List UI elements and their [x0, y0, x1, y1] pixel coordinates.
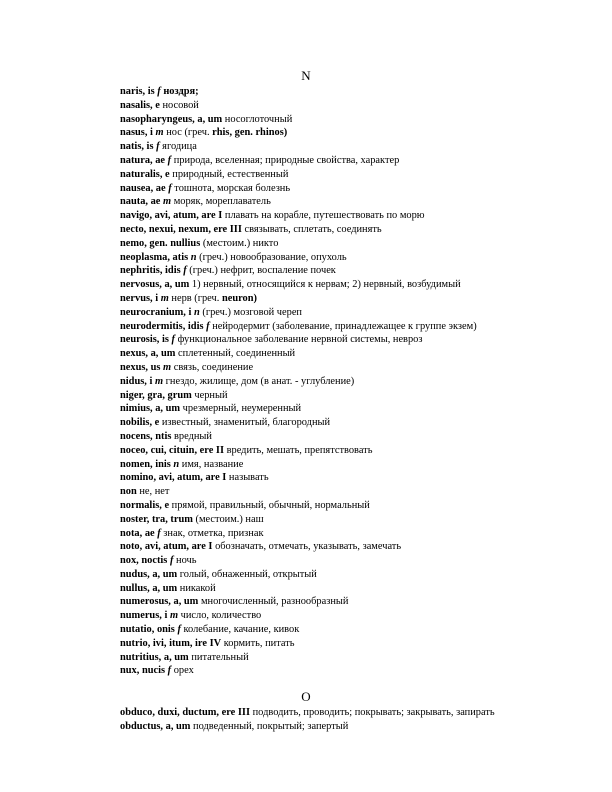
- dictionary-entry: [120, 251, 605, 265]
- entry-translation: голый, обнаженный, открытый: [177, 568, 317, 580]
- entry-headword: niger, gra, grum: [120, 389, 192, 401]
- entry-headword: neurocranium, i: [120, 306, 194, 318]
- entry-headword: naturalis, e: [120, 168, 170, 180]
- entry-translation: чрезмерный, неумеренный: [180, 403, 302, 415]
- entry-translation: сплетенный, соединенный: [175, 348, 296, 360]
- entry-headword: noceo, cui, cituin, ere II: [120, 444, 224, 456]
- entries-list-n: [120, 85, 605, 678]
- dictionary-entry: [120, 320, 605, 334]
- entry-translation: колебание, качание, кивок: [180, 624, 300, 636]
- entry-translation: ночь: [173, 555, 197, 567]
- dictionary-entry: [120, 126, 605, 140]
- entry-headword: natis, is: [120, 141, 157, 153]
- entry-headword: nasus, i: [120, 127, 156, 139]
- entry-translation: моряк, мореплаватель: [171, 196, 271, 208]
- entry-translation: тошнота, морская болезнь: [171, 182, 291, 194]
- entry-headword: nimius, a, um: [120, 403, 181, 415]
- dictionary-entry: [120, 113, 605, 127]
- entry-headword: nobilis, e: [120, 417, 160, 429]
- dictionary-entry: [120, 264, 605, 278]
- dictionary-entry: [120, 154, 605, 168]
- entry-translation: (местоим.) наш: [192, 513, 264, 525]
- entry-headword: naris, is: [120, 86, 158, 97]
- entry-headword: neurosis, is: [120, 334, 172, 346]
- entry-headword: nox, noctis: [120, 555, 170, 567]
- entry-headword: nidus, i: [120, 375, 155, 387]
- dictionary-entry: [120, 99, 605, 113]
- dictionary-entry: [120, 444, 605, 458]
- dictionary-entry: [120, 223, 605, 237]
- entry-translation: орех: [171, 665, 194, 677]
- dictionary-entry: [120, 402, 605, 416]
- entry-headword: nutritius, a, um: [120, 651, 189, 663]
- entry-gender: m: [163, 361, 172, 373]
- entry-translation: (греч.) нефрит, воспаление почек: [186, 265, 336, 277]
- dictionary-entry: [120, 375, 605, 389]
- entry-headword: nexus, a, um: [120, 348, 176, 360]
- entry-translation: подведенный, покрытый; запертый: [190, 720, 349, 732]
- entry-gender: f: [206, 320, 210, 332]
- dictionary-entry: [120, 527, 605, 541]
- dictionary-entry: [120, 140, 605, 154]
- entry-translation: никакой: [177, 582, 216, 594]
- entry-translation: нерв (греч.: [168, 292, 222, 304]
- entry-translation: 1) нервный, относящийся к нервам; 2) нервный, возбудимый: [189, 279, 461, 291]
- entry-gender: f: [167, 665, 172, 677]
- entry-headword: nemo, gen. nullius: [120, 237, 201, 249]
- entry-headword: nux, nucis: [120, 665, 168, 677]
- entry-headword: nullus, a, um: [120, 582, 178, 594]
- entry-headword: necto, nexui, nexum, ere III: [120, 223, 242, 235]
- entry-headword: non: [120, 486, 137, 498]
- entry-translation: плавать на корабле, путешествовать по морю: [222, 210, 425, 222]
- entry-headword: numerus, i: [120, 610, 170, 622]
- entry-translation: природа, вселенная; природные свойства, характер: [171, 154, 400, 166]
- dictionary-entry: [120, 347, 605, 361]
- entry-headword: nasalis, e: [120, 99, 160, 111]
- entry-gender: m: [160, 292, 169, 304]
- dictionary-entry: [120, 292, 605, 306]
- entry-gender: f: [169, 555, 174, 567]
- dictionary-entry: [120, 554, 605, 568]
- dictionary-entry: [120, 485, 605, 499]
- entry-gender: m: [154, 375, 164, 387]
- entry-headword: nomino, avi, atum, are I: [120, 472, 227, 484]
- entry-headword: numerosus, a, um: [120, 596, 199, 608]
- entry-translation: питательный: [188, 651, 249, 663]
- dictionary-entry: [120, 595, 605, 609]
- entry-translation: ягодица: [159, 141, 197, 153]
- entry-translation: (греч.) мозговой череп: [199, 306, 302, 318]
- entry-headword: navigo, avi, atum, are I: [120, 210, 223, 222]
- entry-translation: связывать, сплетать, соединять: [241, 223, 382, 235]
- entry-headword: normalis, e: [120, 499, 170, 511]
- dictionary-entry: [120, 182, 605, 196]
- entry-gender: f: [157, 527, 161, 539]
- entry-gender: n: [194, 306, 200, 318]
- entry-translation: знак, отметка, признак: [160, 527, 264, 539]
- entry-translation: называть: [226, 472, 269, 484]
- entry-headword: nexus, us: [120, 361, 164, 373]
- dictionary-entry: [120, 664, 605, 678]
- entry-gender: f: [156, 141, 160, 153]
- entry-headword: obduco, duxi, ductum, ere III: [120, 707, 251, 718]
- entry-translation: число, количество: [178, 610, 262, 622]
- entry-translation: имя, название: [179, 458, 244, 470]
- dictionary-entry: [120, 609, 605, 623]
- dictionary-entry: [120, 540, 605, 554]
- entry-translation: носоглоточный: [222, 113, 293, 125]
- entry-headword: nausea, ae: [120, 182, 169, 194]
- entry-gender: f: [183, 265, 187, 277]
- dictionary-entry: [120, 361, 605, 375]
- dictionary-entry: [120, 168, 605, 182]
- entry-headword: ноздря;: [160, 86, 199, 97]
- entry-headword: noto, avi, atum, are I: [120, 541, 213, 553]
- entry-gender: f: [168, 182, 172, 194]
- dictionary-entry: [120, 623, 605, 637]
- entry-headword: nervosus, a, um: [120, 279, 190, 291]
- entry-translation: нос (греч.: [163, 127, 213, 139]
- entries-list-o: [120, 706, 605, 734]
- entry-headword: neuron): [221, 292, 257, 304]
- entry-translation: не, нет: [136, 486, 170, 498]
- dictionary-entry: [120, 389, 605, 403]
- entry-headword: nudus, a, um: [120, 568, 178, 580]
- dictionary-entry: [120, 416, 605, 430]
- entry-gender: m: [155, 127, 164, 139]
- dictionary-entry: [120, 237, 605, 251]
- dictionary-entry: [120, 706, 605, 720]
- entry-gender: f: [177, 624, 181, 636]
- dictionary-entry: [120, 458, 605, 472]
- entry-translation: черный: [191, 389, 228, 401]
- dictionary-entry: [120, 333, 605, 347]
- entry-headword: nocens, ntis: [120, 430, 172, 442]
- entry-translation: кормить, питать: [221, 637, 295, 649]
- dictionary-entry: [120, 720, 605, 734]
- entry-headword: nomen, inis: [120, 458, 174, 470]
- entry-gender: f: [171, 334, 175, 346]
- entry-translation: вредить, мешать, препятствовать: [224, 444, 373, 456]
- entry-headword: rhis, gen. rhinos): [212, 127, 288, 139]
- entry-translation: функциональное заболевание нервной системы, невроз: [174, 334, 423, 346]
- entry-headword: nota, ae: [120, 527, 158, 539]
- entry-headword: neoplasma, atis: [120, 251, 191, 263]
- entry-headword: nutatio, onis: [120, 624, 178, 636]
- entry-headword: noster, tra, trum: [120, 513, 193, 525]
- entry-headword: natura, ae: [120, 154, 168, 166]
- entry-translation: природный, естественный: [169, 168, 289, 180]
- section-letter-n: N: [301, 68, 311, 83]
- entry-headword: nephritis, idis: [120, 265, 184, 277]
- entry-translation: (местоим.) никто: [200, 237, 279, 249]
- entry-headword: nasopharyngeus, a, um: [120, 113, 223, 125]
- entry-translation: известный, знаменитый, благородный: [159, 417, 331, 429]
- dictionary-entry: [120, 430, 605, 444]
- dictionary-entry: [120, 499, 605, 513]
- entry-translation: прямой, правильный, обычный, нормальный: [169, 499, 370, 511]
- dictionary-entry: [120, 278, 605, 292]
- entry-headword: neurodermitis, idis: [120, 320, 207, 332]
- entry-translation: носовой: [159, 99, 199, 111]
- entry-headword: nutrio, ivi, itum, ire IV: [120, 637, 222, 649]
- entry-gender: f: [157, 86, 161, 97]
- dictionary-entry: [120, 471, 605, 485]
- entry-gender: m: [163, 196, 172, 208]
- entry-gender: n: [173, 458, 180, 470]
- entry-translation: подводить, проводить; покрывать; закрывать, запирать: [250, 707, 495, 718]
- dictionary-entry: [120, 209, 605, 223]
- entry-gender: n: [190, 251, 197, 263]
- entry-headword: nervus, i: [120, 292, 161, 304]
- entry-gender: f: [167, 154, 172, 166]
- entry-translation: вредный: [171, 430, 212, 442]
- dictionary-entry: [120, 306, 605, 320]
- section-letter-o: O: [301, 689, 311, 704]
- dictionary-entry: [120, 582, 605, 596]
- dictionary-entry: [120, 568, 605, 582]
- dictionary-entry: [120, 637, 605, 651]
- entry-translation: многочисленный, разнообразный: [198, 596, 349, 608]
- entry-translation: связь, соединение: [171, 361, 254, 373]
- entry-headword: obductus, a, um: [120, 720, 191, 732]
- entry-gender: m: [169, 610, 179, 622]
- entry-translation: нейродермит (заболевание, принадлежащее к группе экзем): [209, 320, 477, 332]
- dictionary-entry: [120, 195, 605, 209]
- entry-translation: гнездо, жилище, дом (в анат. - углубление): [163, 375, 355, 387]
- dictionary-entry: [120, 513, 605, 527]
- entry-translation: обозначать, отмечать, указывать, замечать: [212, 541, 402, 553]
- entry-translation: (греч.) новообразование, опухоль: [196, 251, 347, 263]
- entry-headword: nauta, ae: [120, 196, 164, 208]
- dictionary-entry: [120, 85, 605, 99]
- dictionary-entry: [120, 651, 605, 665]
